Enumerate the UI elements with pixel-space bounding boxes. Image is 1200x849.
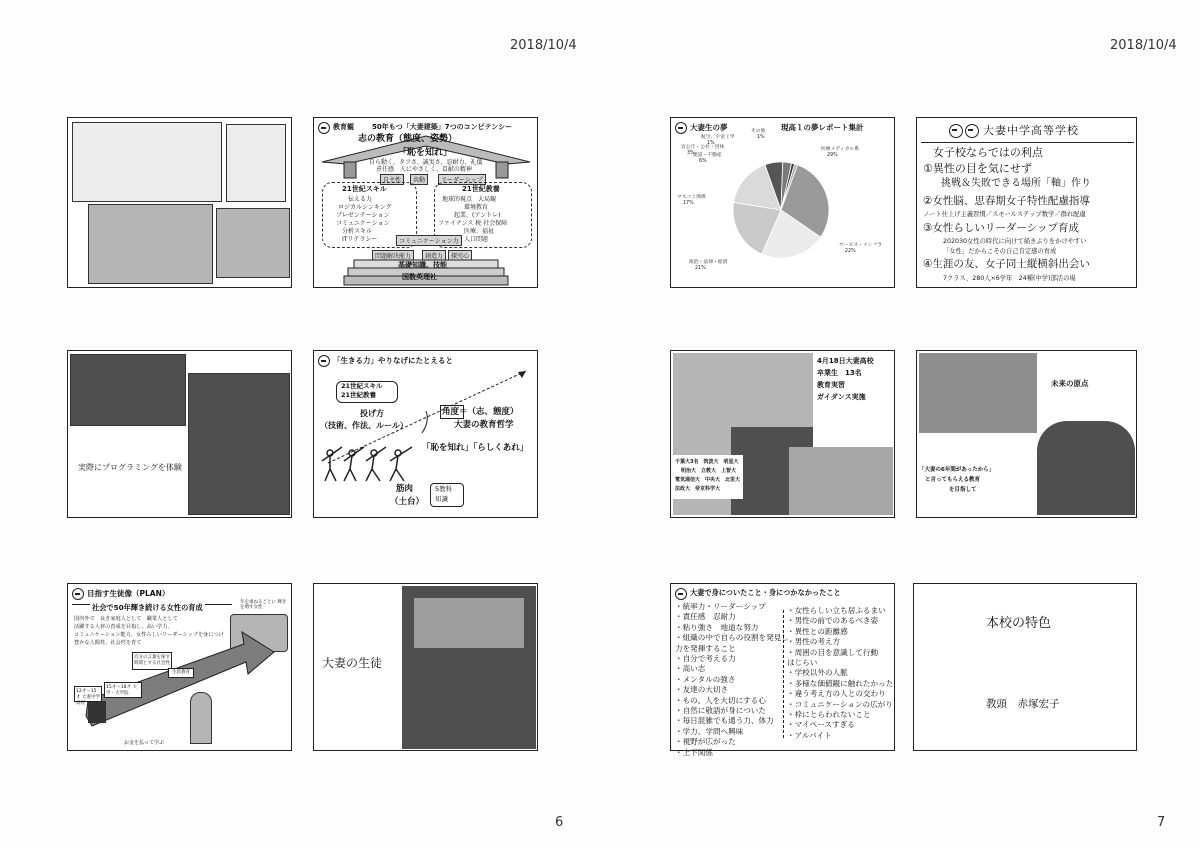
list-item: ・枠にとらわれないこと [787, 710, 871, 720]
photo-classroom-2 [188, 373, 290, 515]
univ-2: 電気通信大 中央大 北里大 [675, 477, 741, 483]
slide-title: 「生きる力」やりなげにたとえると [333, 356, 453, 365]
merit-1: ①異性の目を気にせず [923, 162, 1032, 175]
javelin-thrower-figures-icon [322, 447, 422, 487]
guidance-info-3: ガイダンス実施 [817, 393, 866, 401]
photo-teacher [1037, 421, 1135, 515]
date-left: 2018/10/4 [510, 38, 577, 53]
guidance-info-1: 卒業生 13名 [817, 369, 862, 377]
pie-label: マスコミ関係 [677, 195, 706, 200]
page-number-right: 7 [1157, 815, 1166, 830]
photo-notes-1 [72, 122, 222, 202]
slide-guidance [670, 350, 895, 518]
merit-3b: 202030女性の時代に向けて描きぶりをかけやすい [943, 238, 1087, 245]
slide-title: 大妻生の夢 [690, 123, 728, 132]
merit-3c: 「女性」だからこその自己肯定感の育成 [943, 248, 1057, 255]
skills-0: 伝える力 [348, 196, 373, 203]
kyoyo-2: 起業、(アントレ) [454, 212, 501, 219]
slide-photo-collage [67, 117, 292, 288]
photo-classroom-1 [70, 354, 186, 426]
pie-label: 医療メディカル系 [821, 147, 859, 152]
list-item: ・自分で考える力 [675, 654, 736, 664]
base-text-1: 基礎知識、技能 [398, 261, 447, 269]
bar-text: 生涯教育 [168, 668, 194, 678]
goki-1: 5教科 [435, 485, 453, 493]
learned-list [675, 602, 789, 758]
school-emblem-icon [949, 124, 963, 138]
photo-presentation [789, 447, 893, 515]
tag-jishu: 自主性 [380, 174, 404, 185]
slide-heading: 50年もつ「大妻建築」7つのコンピテンシー [372, 123, 513, 131]
slide-title: 目指す生徒像（PLAN） [87, 589, 170, 598]
kakudo-1: 角度＝（志、態度） [442, 407, 519, 417]
pie-label: 建設・不動産 [693, 153, 722, 158]
pie-label: サービス・インフラ [839, 243, 883, 248]
plan-body-3: 豊かな人間性、社会性を育て [74, 640, 142, 646]
kyoyo-5: 人口問題 [464, 236, 489, 243]
pie-label-value: 21% [695, 266, 706, 271]
pie-chart [671, 118, 896, 289]
slide-future-origin [916, 350, 1137, 518]
students-label: 大妻の生徒 [322, 656, 383, 670]
slide-education-philosophy [313, 117, 538, 288]
goki-2: 知識 [435, 495, 448, 503]
tag-kyodo: 共動 [410, 174, 428, 185]
tag-comm: コミュニケーション力 [396, 235, 462, 246]
guidance-info-2: 教育実習 [817, 381, 845, 389]
school-emblem-icon-2 [965, 124, 979, 138]
base-text-2: 国数英理社 [402, 273, 437, 281]
list-item: ・視野が広がった [675, 737, 736, 747]
slide-programming [67, 350, 292, 518]
photo-notes-2 [226, 124, 286, 202]
merit-3: ③女性らしいリーダーシップ育成 [923, 222, 1079, 234]
photo-hiking [919, 353, 1037, 433]
list-item: ・女性らしい立ち居ふるまい [787, 606, 886, 615]
pie-label: 航空、宇宙工学 [701, 135, 735, 140]
kyoyo-0: 地球的視点 大局観 [442, 196, 497, 203]
school-emblem-icon [318, 122, 330, 134]
list-item: ・組織の中で自らの役割を発見し [675, 633, 789, 643]
list-item: ・異性との距離感 [787, 626, 848, 636]
list-item: ・高い志 [675, 664, 706, 674]
list-item: ・学校以外の人脈 [787, 668, 848, 678]
list-item: はじらい [787, 658, 818, 668]
pie-label: その他 [751, 129, 766, 134]
slide-girls-school-merits [916, 117, 1137, 288]
stage-2: 15才～18才 大学・大学院 [104, 682, 142, 698]
tag-tankyu: 探究心 [448, 250, 472, 261]
photo-notes-3 [216, 208, 290, 278]
kyoyo-4: 医療、福祉 [464, 228, 495, 235]
list-item: ・アルバイト [787, 730, 832, 740]
merit-title: 女子校ならではの利点 [933, 146, 1043, 159]
merit-4b: 7クラス、280人×6学年 24種(中学)部活の場 [943, 275, 1076, 282]
skill-1: 21世紀スキル [341, 382, 383, 390]
slide-title: 大妻で身についたこと・身につかなかったこと [690, 588, 841, 597]
list-item: ・もの、人を大切にする心 [675, 695, 766, 705]
school-name: 大妻中学高等学校 [983, 124, 1079, 137]
slide-plan [67, 583, 292, 751]
slide-ikiru-chikara [313, 350, 538, 518]
skill-2: 21世紀教養 [341, 391, 377, 399]
future-quote-1: 「大妻の6年間があったから」 [919, 467, 995, 473]
future-quote-3: を目指して [949, 487, 977, 493]
list-item: ・毎日混雑でも通う力、体力 [675, 716, 774, 726]
list-item: 力を発揮すること [675, 643, 736, 653]
pie-label-value: 1% [707, 141, 715, 146]
skills-4: 分析スキル [342, 228, 372, 235]
not-learned-list [787, 606, 893, 741]
list-item: ・粘り強さ 地道な努力 [675, 622, 759, 632]
univ-3: 法政大 帝京科学大 [675, 486, 721, 492]
merit-2: ②女性脳、思春期女子特性配慮指導 [923, 195, 1090, 207]
list-item: ・上下関係 [675, 747, 713, 757]
guidance-info-0: 4月18日大妻高校 [817, 357, 874, 365]
list-item: ・友達の大切さ [675, 685, 729, 695]
slide-school-features [913, 583, 1137, 751]
skills-title: 21世紀スキル [342, 185, 387, 193]
plan-side-note: 年を重ねるごとに 輝きを増す女性 [240, 600, 287, 611]
pie-label: 政治・法律・経済 [689, 260, 728, 265]
skills-1: ロジカルシンキング [338, 204, 392, 211]
merit-2b: ノート仕上げ主義習慣／スモールステップ数学／群れ配慮 [923, 211, 1086, 218]
univ-1: 明治大 立教大 上智大 [681, 468, 737, 474]
stage-3: 12才～15才 大妻中学 高校 [74, 686, 102, 702]
virtues-text-2: 責任感 人にやさしく、貢献の精神 [376, 166, 472, 173]
feature-title: 本校の特色 [986, 616, 1052, 631]
photo-whiteboard [88, 204, 213, 284]
future-label: 未来の原点 [1051, 379, 1089, 388]
pie-label-value: 6% [699, 159, 707, 164]
haji-rashiku: 「恥を知れ」「らしくあれ」 [422, 443, 529, 453]
divider [921, 142, 1134, 143]
univ-0: 千葉大3名 筑波大 明星大 [675, 459, 739, 465]
tag-mondai: 問題解決能力 [372, 250, 414, 261]
slide-dream-chart [670, 117, 895, 288]
future-quote-2: と言ってもらえる教育 [925, 477, 981, 483]
pie-label-value: 22% [845, 249, 856, 254]
photo-student [190, 692, 212, 744]
kyoyo-3: ファイナンス 税 社会保障 [438, 220, 508, 227]
list-item: ・統率力・リーダーシップ [675, 602, 766, 611]
plan-bottom: お金を払って学ぶ [124, 740, 165, 746]
stage-1: 自分の言葉を探す 時間とする社会性 [132, 652, 172, 670]
list-item: ・メンタルの強さ [675, 674, 736, 684]
pie-label-value: 1% [757, 135, 765, 140]
list-item: ・自然に敬語が身についた [675, 706, 766, 716]
nage-2: （技術、作法、ルール） [320, 421, 408, 430]
kin-1: 筋肉 [396, 484, 414, 494]
skills-2: プレゼンテーション [336, 212, 390, 219]
list-item: ・責任感 忍耐力 [675, 612, 736, 622]
haji-text: 「恥を知れ」 [398, 148, 453, 158]
list-item: ・コミュニケーションの広がり [787, 699, 893, 709]
list-item: ・マイペースすぎる [787, 720, 855, 730]
chart-heading: 現高１の夢レポート集計 [781, 123, 864, 132]
javelin-diagram [314, 351, 539, 519]
date-right: 2018/10/4 [1110, 38, 1177, 53]
kokorozashi-text: 志の教育（態度、姿勢） [358, 134, 458, 144]
pie-label: 官公庁・公社・団体 [681, 145, 725, 150]
list-item: ・学力、学問へ興味 [675, 726, 744, 736]
list-item: ・多様な価値観に触れたかった [787, 678, 894, 688]
skills-5: ITリテラシー [342, 236, 378, 243]
nage-1: 投げ方 [360, 409, 384, 418]
plan-body-1: 活躍する人材の育成を目指し、高い学力、 [74, 624, 173, 630]
list-item: ・周囲の目を意識して行動 [787, 647, 879, 657]
pie-label-value: 17% [683, 201, 694, 206]
presenter-name: 教頭 赤塚宏子 [986, 698, 1060, 710]
list-item: ・違う考え方の人との交わり [787, 689, 886, 699]
slide-students [313, 583, 538, 751]
kakudo-2: 大妻の教育哲学 [454, 420, 514, 430]
list-item: ・男性の前でのあるべき姿 [787, 616, 879, 626]
merit-1b: 挑戦＆失敗できる場所「軸」作り [941, 178, 1091, 189]
virtues-text: 自ら動く、タフさ、誠実さ、忍耐力、礼儀 [369, 159, 483, 166]
tag-leader: リーダーシップ [438, 174, 486, 185]
list-item: ・男性の考え方 [787, 637, 841, 647]
school-emblem-icon [675, 588, 687, 600]
kin-2: （土台） [390, 497, 425, 507]
pie-label-value: 3% [687, 151, 695, 156]
kyoyo-title: 21世紀教養 [462, 185, 500, 193]
programming-caption: 実際にプログラミングを体験 [78, 463, 182, 472]
kyoyo-1: 環境教育 [464, 204, 489, 211]
plan-subtitle: 社会で50年輝き続ける女性の育成 [92, 603, 203, 612]
pie-label-value: 29% [827, 153, 838, 158]
slide-title: 教育観 [333, 123, 354, 131]
merit-4: ④生涯の友、女子同士縦横斜出会い [923, 258, 1090, 270]
skills-3: コミュニケーション [336, 220, 390, 227]
page-number-left: 6 [555, 815, 564, 830]
slide-learned [670, 583, 895, 757]
plan-body-2: コミュニケーション能力、女性らしいリーダーシップを身につけ [74, 632, 224, 638]
plan-body-0: 国内外で 良き家庭人として 職業人として [74, 616, 178, 622]
photo-students-dance [414, 598, 524, 648]
tag-sozo: 創造力 [422, 250, 446, 261]
